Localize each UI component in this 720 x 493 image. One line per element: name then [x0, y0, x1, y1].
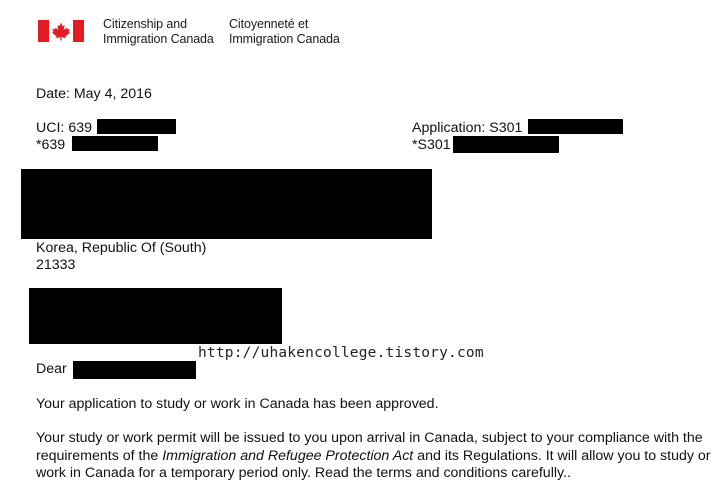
redaction-application [528, 119, 623, 134]
uci-number-barcode: *639 [36, 137, 66, 153]
department-name-english [103, 17, 214, 47]
permit-text-part-2: and its Regulations. It will allow you to study or work in Canada for a temporary period only. Read the terms and conditions carefully.. [36, 447, 711, 481]
department-fr-line-2: Immigration Canada [229, 32, 340, 46]
address-country: Korea, Republic Of (South) [36, 240, 207, 256]
approval-statement: Your application to study or work in Canada has been approved. [36, 396, 439, 412]
address-postal-code: 21333 [36, 257, 76, 273]
redaction-uci-barcode [72, 136, 158, 151]
permit-text-part-1: Your study or work permit will be issued to you upon arrival in Canada, subject to your compliance with the requirements of the [36, 430, 703, 464]
redaction-recipient [73, 361, 196, 379]
redaction-uci [97, 119, 176, 134]
redaction-name-address [21, 169, 432, 239]
redaction-application-barcode [453, 136, 559, 153]
redaction-block [29, 288, 282, 344]
department-en-line-2: Immigration Canada [103, 32, 214, 46]
salutation: Dear [36, 361, 67, 377]
application-number-barcode: *S301 [412, 137, 451, 153]
letter-date: Date: May 4, 2016 [36, 86, 152, 102]
watermark-url: http://uhakencollege.tistory.com [198, 345, 484, 361]
uci-number: UCI: 639 [36, 120, 92, 136]
canada-flag-icon [38, 20, 84, 42]
department-fr-line-1: Citoyenneté et [229, 17, 309, 31]
department-name-french [229, 17, 340, 47]
permit-paragraph [36, 430, 720, 483]
department-en-line-1: Citizenship and [103, 17, 187, 31]
application-number: Application: S301 [412, 120, 523, 136]
permit-act-title: Immigration and Refugee Protection Act [162, 447, 414, 464]
